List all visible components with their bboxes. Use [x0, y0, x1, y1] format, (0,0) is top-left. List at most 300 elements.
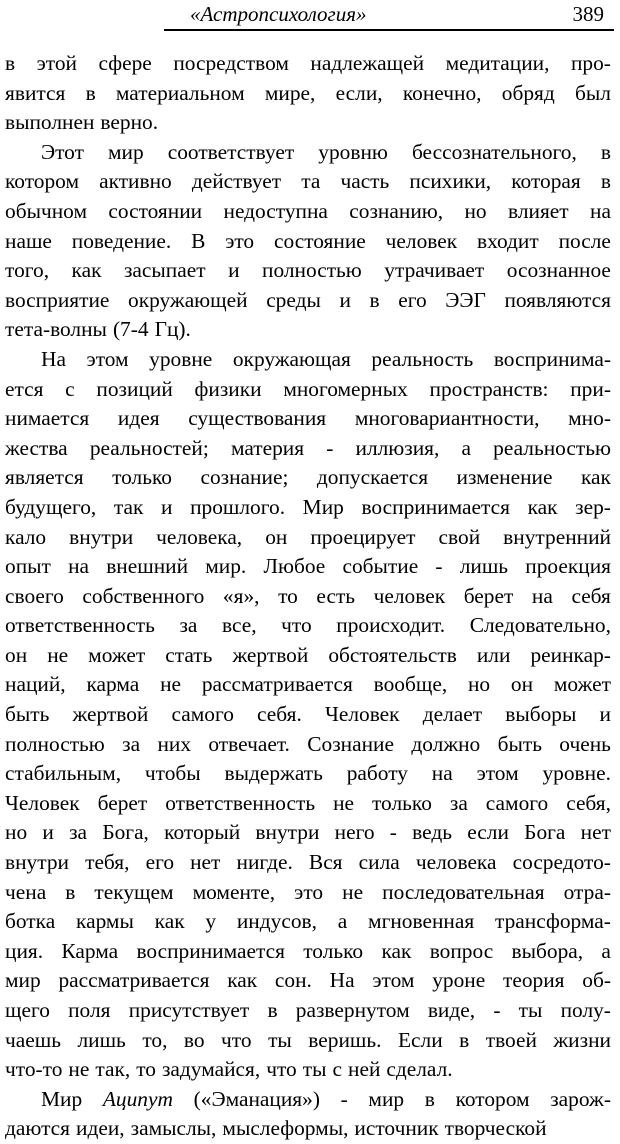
- word: кало: [5, 524, 47, 549]
- word: за: [449, 790, 468, 815]
- word: не: [333, 790, 355, 815]
- word: отвечает.: [208, 731, 290, 756]
- page-number: 389: [572, 2, 604, 26]
- word: засыпает: [123, 258, 206, 283]
- word: Карма: [61, 938, 119, 963]
- word: На: [329, 968, 355, 993]
- word: котором: [455, 1086, 530, 1111]
- word: -: [340, 1086, 348, 1111]
- word: ция.: [5, 938, 44, 963]
- word: за: [69, 820, 88, 845]
- word: жизни: [553, 1027, 611, 1052]
- word: стабильным,: [5, 761, 122, 786]
- paragraph: [5, 49, 611, 138]
- word: рассматривается: [201, 672, 353, 697]
- word: мгновенная: [368, 909, 475, 934]
- word: Вся: [308, 850, 343, 875]
- word: выдержать: [224, 761, 323, 786]
- word: за: [179, 613, 198, 638]
- word: окружающая: [232, 346, 351, 371]
- word: Этот: [41, 139, 84, 164]
- word: жертвой: [232, 642, 309, 667]
- text-line: [5, 108, 611, 138]
- text-line: [5, 552, 611, 582]
- text-line: [5, 523, 611, 553]
- word: состоянии: [108, 198, 203, 223]
- word: человек: [373, 583, 446, 608]
- word: зарож-: [550, 1086, 611, 1111]
- word: (7-4: [112, 317, 149, 342]
- word: поля: [68, 998, 111, 1022]
- text-line: [5, 463, 611, 493]
- text-line: [5, 730, 611, 760]
- word: был: [575, 80, 611, 105]
- word: это: [294, 879, 324, 904]
- word: психики,: [409, 169, 492, 194]
- word: лишь: [77, 1027, 126, 1052]
- word: если: [467, 820, 509, 845]
- word: вообще,: [373, 672, 448, 697]
- word: своего: [5, 583, 64, 608]
- word: надлежащей: [310, 51, 425, 75]
- word: все,: [221, 613, 257, 638]
- word: иллюзия,: [355, 435, 440, 460]
- text-line: [5, 966, 611, 996]
- word: у: [205, 909, 217, 934]
- word: не: [342, 879, 364, 904]
- word: Сознание: [307, 731, 394, 756]
- text-line: [5, 167, 611, 197]
- word: и: [339, 287, 351, 312]
- word: то: [136, 1057, 156, 1082]
- text-line: [5, 138, 611, 168]
- word: ботка: [5, 909, 56, 934]
- word: ответственность: [165, 790, 316, 815]
- word: во: [183, 1027, 205, 1052]
- word: как: [527, 494, 558, 519]
- word: физики: [194, 376, 262, 401]
- word: задумайся,: [161, 1057, 261, 1082]
- word: отра-: [563, 879, 611, 904]
- word: мно-: [568, 406, 611, 431]
- word: ется: [5, 376, 44, 401]
- word: воспринима-: [493, 346, 611, 371]
- text-line: [5, 1055, 611, 1085]
- word: является: [5, 465, 84, 490]
- word: верно.: [100, 110, 159, 135]
- word: -: [326, 435, 334, 460]
- word: он: [5, 642, 28, 667]
- word: Бога: [524, 820, 566, 845]
- word: может: [553, 672, 611, 697]
- word: поведение.: [71, 228, 172, 253]
- word: материя: [230, 435, 305, 460]
- word: на: [68, 554, 90, 579]
- running-head-title: «Астропсихология»: [190, 2, 367, 26]
- word: Аципут: [102, 1086, 173, 1111]
- word: «я»,: [222, 583, 260, 608]
- text-line: [5, 345, 611, 375]
- word: конечно,: [402, 80, 482, 105]
- word: тета-волны: [5, 317, 107, 342]
- word: в: [85, 80, 96, 105]
- word: только: [112, 465, 172, 490]
- word: недоступна: [223, 198, 328, 223]
- word: внутри: [5, 850, 69, 875]
- text-line: [5, 789, 611, 819]
- word: стать: [165, 642, 213, 667]
- word: та: [301, 169, 321, 194]
- word: него: [334, 820, 375, 845]
- word: проекция: [525, 554, 611, 579]
- word: в: [600, 169, 611, 194]
- word: присутствует: [128, 998, 250, 1022]
- text-line: [5, 404, 611, 434]
- word: человек: [385, 228, 458, 253]
- word: не: [47, 642, 69, 667]
- word: опыт: [5, 554, 51, 579]
- word: обычном: [5, 198, 87, 223]
- word: в: [5, 51, 16, 75]
- word: полностью: [262, 258, 362, 283]
- text-line: [5, 996, 611, 1026]
- word: внешний: [106, 554, 189, 579]
- word: теория: [502, 968, 565, 993]
- word: реальностью: [493, 435, 611, 460]
- word: посредством: [173, 51, 289, 75]
- word: веришь.: [308, 1027, 382, 1052]
- text-line: [5, 1026, 611, 1056]
- word: внутри: [255, 820, 320, 845]
- word: выполнен: [5, 110, 95, 135]
- word: событие: [342, 554, 419, 579]
- text-line: [5, 227, 611, 257]
- word: многовариантности,: [354, 406, 540, 431]
- word: ней: [348, 1057, 381, 1082]
- word: с: [332, 1057, 342, 1082]
- word: («Эманация»): [193, 1086, 320, 1111]
- word: полностью: [5, 731, 105, 756]
- word: последовательная: [382, 879, 545, 904]
- word: окружающей: [128, 287, 248, 312]
- word: лишь: [459, 554, 509, 579]
- word: как: [227, 968, 258, 993]
- word: берет: [97, 790, 148, 815]
- word: себя: [571, 583, 611, 608]
- word: в: [65, 879, 76, 904]
- word: об-: [582, 968, 611, 993]
- word: выбора,: [511, 938, 584, 963]
- word: не: [68, 1057, 90, 1082]
- word: что: [281, 613, 312, 638]
- word: его: [398, 287, 427, 312]
- word: этом: [372, 968, 415, 993]
- word: это: [225, 228, 255, 253]
- word: нигде.: [236, 850, 293, 875]
- text-line: [5, 79, 611, 109]
- word: только: [371, 790, 432, 815]
- word: чтобы: [144, 761, 201, 786]
- word: Человек: [5, 790, 80, 815]
- word: Бога,: [102, 820, 149, 845]
- paragraph: [5, 345, 611, 1085]
- word: явится: [5, 80, 66, 105]
- word: жертвой: [72, 702, 149, 727]
- word: мир: [108, 139, 144, 164]
- word: делает: [422, 702, 483, 727]
- word: нет: [580, 820, 611, 845]
- word: а: [461, 435, 472, 460]
- word: как: [580, 465, 611, 490]
- word: в: [369, 287, 380, 312]
- word: тебя,: [85, 850, 130, 875]
- word: как: [154, 909, 185, 934]
- word: внутренний: [503, 524, 611, 549]
- word: так,: [95, 1057, 131, 1082]
- word: этой: [36, 51, 77, 75]
- word: Гц).: [154, 317, 191, 342]
- word: входит: [476, 228, 539, 253]
- word: материальном: [115, 80, 245, 105]
- word: на: [590, 198, 611, 223]
- paragraph: [5, 138, 611, 345]
- word: что: [221, 1027, 252, 1052]
- word: и: [161, 494, 173, 519]
- word: сон.: [274, 968, 312, 993]
- word: котором: [5, 169, 79, 194]
- word: свой: [438, 524, 481, 549]
- word: собственного: [82, 583, 205, 608]
- word: позиций: [96, 376, 173, 401]
- word: чена: [5, 879, 47, 904]
- word: так: [113, 494, 144, 519]
- word: Мир: [41, 1086, 83, 1111]
- word: про-: [570, 51, 611, 75]
- paragraph: [5, 1085, 611, 1144]
- word: щего: [5, 998, 50, 1022]
- word: самого: [485, 790, 549, 815]
- word: появляются: [504, 287, 611, 312]
- word: должно: [411, 731, 481, 756]
- word: а: [601, 938, 611, 963]
- word: рассматривается: [58, 968, 210, 993]
- word: действует: [191, 169, 282, 194]
- word: развернутом: [295, 998, 410, 1022]
- running-head: [190, 2, 614, 28]
- word: даются: [5, 1116, 71, 1141]
- word: быть: [5, 702, 50, 727]
- word: обряд: [501, 80, 555, 105]
- text-line: [5, 286, 611, 316]
- word: себя,: [566, 790, 611, 815]
- word: мыслеформы,: [222, 1116, 349, 1141]
- word: воспринимается: [361, 494, 510, 519]
- word: зер-: [575, 494, 611, 519]
- word: внутри: [69, 524, 134, 549]
- body-text: [5, 49, 611, 1144]
- word: утрачивает: [384, 258, 485, 283]
- word: активно: [99, 169, 172, 194]
- word: сознанию,: [349, 198, 444, 223]
- word: -: [389, 820, 397, 845]
- word: ты: [302, 1057, 327, 1082]
- word: -: [435, 554, 443, 579]
- word: на: [531, 583, 553, 608]
- word: жества: [5, 435, 68, 460]
- word: карма: [86, 672, 140, 697]
- word: уровне.: [542, 761, 611, 786]
- word: того,: [5, 258, 50, 283]
- word: трансформа-: [494, 909, 611, 934]
- text-line: [5, 256, 611, 286]
- word: происходит.: [336, 613, 446, 638]
- word: что: [266, 1057, 297, 1082]
- word: них: [157, 731, 192, 756]
- word: уровне: [149, 346, 213, 371]
- word: обстоятельств: [328, 642, 457, 667]
- word: существования: [188, 406, 327, 431]
- word: быть: [497, 731, 542, 756]
- text-line: [5, 700, 611, 730]
- word: ведь: [412, 820, 452, 845]
- word: многомерных: [283, 376, 408, 401]
- word: состояние: [273, 228, 366, 253]
- word: полу-: [560, 998, 611, 1022]
- word: не: [160, 672, 182, 697]
- word: этом: [476, 761, 519, 786]
- text-line: [5, 641, 611, 671]
- word: уроне: [432, 968, 486, 993]
- word: Если: [397, 1027, 443, 1052]
- text-line: [5, 197, 611, 227]
- word: мир.: [205, 554, 247, 579]
- word: на: [431, 761, 453, 786]
- word: идея: [117, 406, 160, 431]
- word: себя.: [257, 702, 302, 727]
- word: реальностей;: [89, 435, 209, 460]
- word: соответствует: [167, 139, 295, 164]
- word: его: [145, 850, 175, 875]
- word: сила: [358, 850, 400, 875]
- word: человека,: [156, 524, 243, 549]
- text-line: [5, 818, 611, 848]
- word: влияет: [508, 198, 569, 223]
- word: допускается: [316, 465, 429, 490]
- word: в: [459, 1027, 470, 1052]
- word: реинкар-: [530, 642, 611, 667]
- word: в: [267, 998, 278, 1022]
- word: мир: [5, 968, 41, 993]
- word: нимается: [5, 406, 90, 431]
- word: берет: [463, 583, 514, 608]
- text-line: [5, 848, 611, 878]
- word: и: [228, 258, 240, 283]
- word: за: [122, 731, 141, 756]
- word: индусов,: [236, 909, 317, 934]
- word: нет: [190, 850, 221, 875]
- word: только: [303, 938, 364, 963]
- word: которая: [511, 169, 581, 194]
- word: очень: [559, 731, 611, 756]
- word: замыслы,: [130, 1116, 217, 1141]
- word: то,: [142, 1027, 168, 1052]
- word: сфере: [98, 51, 152, 75]
- word: моменте,: [192, 879, 276, 904]
- word: может: [88, 642, 146, 667]
- word: воспринимается: [136, 938, 285, 963]
- word: как: [71, 258, 102, 283]
- word: если,: [335, 80, 383, 105]
- word: Любое: [263, 554, 326, 579]
- word: в: [600, 139, 611, 164]
- word: -: [493, 998, 501, 1022]
- word: осознанное: [506, 258, 611, 283]
- word: наше: [5, 228, 52, 253]
- text-line: [5, 493, 611, 523]
- word: проецирует: [310, 524, 416, 549]
- text-line: [5, 670, 611, 700]
- word: с: [65, 376, 75, 401]
- word: но: [5, 820, 28, 845]
- word: ЭЭГ: [445, 287, 486, 312]
- word: В: [191, 228, 206, 253]
- word: выборы: [505, 702, 577, 727]
- word: как: [381, 938, 412, 963]
- word: будущего,: [5, 494, 97, 519]
- word: или: [476, 642, 511, 667]
- word: и: [42, 820, 54, 845]
- text-line: [5, 937, 611, 967]
- word: идеи,: [76, 1116, 125, 1141]
- word: а: [337, 909, 348, 934]
- text-line: [5, 759, 611, 789]
- text-line: [5, 49, 611, 79]
- word: этом: [86, 346, 129, 371]
- word: Следовательно,: [469, 613, 611, 638]
- word: но: [464, 198, 487, 223]
- word: мире,: [264, 80, 316, 105]
- word: но: [467, 672, 491, 697]
- word: есть: [316, 583, 356, 608]
- word: который: [164, 820, 241, 845]
- text-line: [5, 582, 611, 612]
- word: ответственность: [5, 613, 155, 638]
- word: сознание;: [200, 465, 289, 490]
- word: текущем: [94, 879, 174, 904]
- word: сделал.: [386, 1057, 453, 1082]
- word: самого: [171, 702, 234, 727]
- word: твоей: [485, 1027, 537, 1052]
- word: бессознательного,: [411, 139, 577, 164]
- word: и: [599, 702, 611, 727]
- word: кармы: [76, 909, 134, 934]
- word: прошлого.: [190, 494, 286, 519]
- text-line: [5, 907, 611, 937]
- word: пространств:: [429, 376, 549, 401]
- word: Человек: [324, 702, 400, 727]
- word: сосредото-: [512, 850, 611, 875]
- word: Мир: [302, 494, 344, 519]
- word: что-то: [5, 1057, 63, 1082]
- word: творческой: [444, 1116, 547, 1141]
- word: виде,: [427, 998, 476, 1022]
- word: изменение: [456, 465, 553, 490]
- word: наций,: [5, 672, 66, 697]
- word: восприятие: [5, 287, 110, 312]
- header-rule: [164, 29, 614, 31]
- word: медитации,: [445, 51, 550, 75]
- text-line: [5, 1114, 611, 1144]
